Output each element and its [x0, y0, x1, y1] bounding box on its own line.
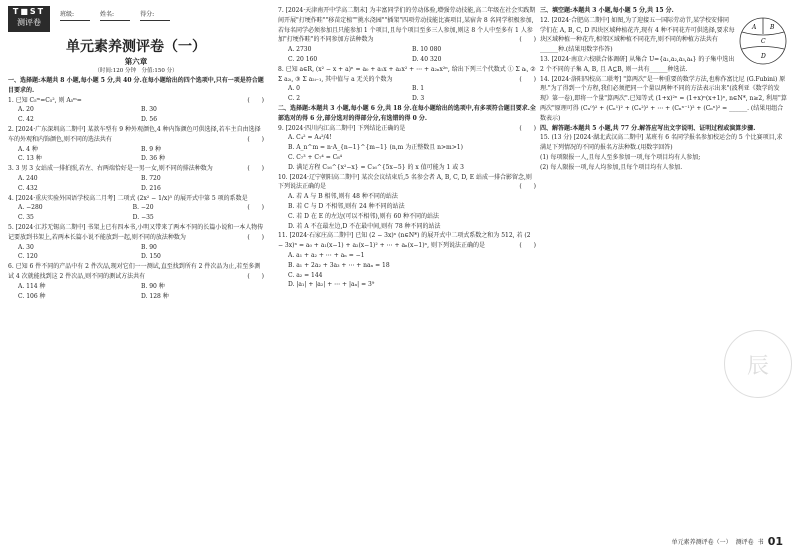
page-footer — [672, 535, 783, 548]
column-middle — [278, 6, 536, 290]
question-5-options: A. 30 B. 90 C. 120 D. 150 — [18, 243, 161, 261]
question-8: 8. 已知 a∈R, (x² − x + a)ⁿ = a₀ + a₁x + a₂x² + ⋯ + a₂ₙx²ⁿ, 给出下列三个代数式 ① Σ aᵢ, ② Σ a₂ᵢ, ③ Σ a₂ᵢ₋₁, 其中值与 a 无关的个数为 ( ) — [278, 65, 536, 83]
question-10-options: A. 若 A 与 B 相邻,则有 48 种不同的站法 B. 若 C 与 D 不相邻,则有 24 种不同的站法 C. 若 D 在 E 的左边(可以不相邻),则有 60 种不同的站法 D. 若 A 不在最左边,D 不在最中间,则有 78 种不同的站法 — [288, 193, 441, 230]
section-4-instructions: 四、解答题:本题共 5 小题,共 77 分.解答应写出文字说明、证明过程或演算步骤. — [540, 124, 756, 132]
student-fields — [60, 10, 170, 21]
section-1-instructions: 一、选择题:本题共 8 小题,每小题 5 分,共 40 分.在每小题给出的四个选项中,只有一项是符合题目要求的. — [8, 77, 264, 94]
question-12: A B C D 12. [2024·合肥高二期中] 如图,为了迎接五一国际劳动节,某学校安排同学们在 A, B, C, D 四块区域种植花卉,现有 4 种不同花卉可供选择,要求每块区域种植一种花卉,相邻区域种植不同花卉,则不同的种植方法共有______种.(结果用数字作答) — [540, 16, 788, 55]
header-bar — [8, 6, 264, 36]
page-number: 01 — [767, 535, 783, 548]
question-8-options: A. 0 B. 1 C. 2 D. 3 — [288, 85, 425, 103]
question-13: 13. [2024·南京六校联合体调研] 从集合 U={a₁,a₂,a₃,a₄} 的子集中选出 2 个不同的子集 A, B, 且 A⊆B, 则一共有______种选法. — [540, 55, 735, 73]
question-6-options: A. 114 种 B. 90 种 C. 106 种 D. 128 种 — [18, 282, 169, 300]
test-logo — [8, 6, 50, 32]
question-15: 15. (13 分) [2024·湖北武汉高二期中] 某班有 6 名同学报名参加校运会的 5 个比赛项目,求满足下列情况的不同的报名方法种数.(用数字回答) — [540, 134, 783, 152]
region-c-label: C — [761, 37, 766, 45]
logo-bottom: 测评卷 — [17, 18, 41, 27]
question-9-options: A. C₄² = A₄²/4! B. A_n^m = n·A_{n−1}^{m−1} (n,m 为正整数且 n>m>1) C. C₇³ + C₇⁴ = C₈⁴ D. 满足方程 C₁₆^{x²−x} = C₁₆^{5x−5} 的 x 值可能为 1 或 3 — [288, 134, 464, 171]
question-11-options: A. a₁ + a₂ + ⋯ + aₙ = −1 B. a₁ + 2a₂ + 3a₃ + ⋯ + naₙ = 18 C. a₂ = 144 D. |a₁| + |a₂| + ⋯ + |aₙ| = 3⁹ — [288, 251, 390, 289]
page-title: 单元素养测评卷（一） — [66, 39, 206, 55]
question-3-options: A. 240 B. 720 C. 432 D. 216 — [18, 174, 161, 192]
footer-label: 单元素养测评卷（一） — [671, 539, 732, 546]
question-2: 2. [2024·广东深圳高二期中] 某款车型有 9 种外观颜色,4 种内饰颜色可供选择,若车主自由选择车的外观和内饰颜色,则不同的选法共有 ( ) — [8, 125, 264, 143]
question-9: 9. [2024·四川内江高二期中] 下列结论正确的是 ( ) — [278, 124, 536, 132]
question-5: 5. [2024·江苏无锡高二期中] 书架上已有四本书,小明又带来了两本不同的长篇小说和一本人物传记要放到书架上,若两本长篇小说不能放到一起,则不同的放法种数为 ( ) — [8, 223, 264, 241]
question-1-options: A. 20 B. 30 C. 42 D. 56 — [18, 106, 158, 124]
chapter-label: 第六章 — [124, 57, 148, 66]
region-diagram — [738, 16, 788, 66]
question-4-options: A. −280 B. −20 C. 35 D. −35 — [18, 204, 154, 222]
region-b-label: B — [770, 23, 775, 31]
time-score-info: （时间:120 分钟 分值:150 分） — [94, 68, 178, 74]
question-11: 11. [2024·石家庄高二期中] 已知 (2 − 3x)ⁿ (n∈N*) 的展开式中二项式系数之和为 512, 若 (2 − 3x)ⁿ = a₀ + a₁(x−1) + a₂(x−1)² + ⋯ + aₙ(x−1)ⁿ, 则下列说法正确的是 ( ) — [278, 232, 536, 250]
region-d-label: D — [761, 52, 766, 60]
question-1: 1. 已知 C₅ᵐ=C₅², 则 A₅ᵐ= ( ) — [8, 96, 264, 104]
name-field[interactable]: 姓名: — [100, 10, 130, 21]
logo-top: T■ST — [12, 7, 46, 16]
question-10: 10. [2024·辽宁朝阳高二期中] 某次会议结束后,5 名参会者 A, B, C, D, E 站成一排合影留念,则下列说法正确的是 ( ) — [278, 173, 536, 191]
column-right — [540, 6, 788, 173]
section-3-instructions: 三、填空题:本题共 3 小题,每小题 5 分,共 15 分. — [540, 7, 674, 14]
question-7-options: A. 2730 B. 10 080 C. 20 160 D. 40 320 — [288, 46, 442, 63]
column-left — [8, 6, 264, 301]
question-15-part-1: (1) 每项限报一人,且每人至多参加一项,每个项目均有人参加; — [540, 153, 701, 161]
watermark-seal: 辰 — [724, 330, 792, 398]
question-4: 4. [2024·重庆实验外国语学校高二月考] 二项式 (2x² − 1/x)⁵ 的展开式中第 5 项的系数是 ( ) — [8, 194, 264, 212]
question-6: 6. 已知 6 件不同的产品中有 2 件次品,现对它们一一测试,直至找到所有 2 件次品为止,若至多测试 4 次就能找到这 2 件次品,则不同的测试方法共有 ( ) — [8, 263, 264, 280]
footer-type: 测评卷 — [735, 539, 754, 546]
question-14: 14. [2024·洛阳四校高二联考] "算两次"是一种重要的数学方法,也称作富比尼 (G.Fubini) 原理."为了得到一个方程,我们必须把同一个量以两种不同的方法表示出来"(波利亚《数学的发现》第一卷),即将一个量"算两次".已知等式 (1+x)²ⁿ = (1+x)ⁿ(x+1)ⁿ, n∈N*, n≥2, 利用"算两次"原理可得 (Cₙ⁰)² + (Cₙ¹)² + (Cₙ²)² + ⋯ + (Cₙⁿ⁻¹)² + (Cₙⁿ)² = ______. (结果用组合数表示) — [540, 75, 787, 122]
question-7: 7. [2024·天津南开中学高二期末] 为丰富同学们的劳动体验,增强劳动技能,高二年级在社会实践期间开展"打埂作畦""移苗定植""挑水浇园""插架"四项劳动技能比赛项目,某宿舍 8 名同学积极参加,若每名同学必须参加且只能参加 1 个项目,且每个项目至多三人参加,则这 8 个人中至多有 1 人参加"打埂作畦"的不同参加方法种数为 ( ) — [278, 7, 536, 44]
class-field[interactable]: 班级: — [60, 10, 90, 21]
section-2-instructions: 二、选择题:本题共 3 小题,每小题 6 分,共 18 分.在每小题给出的选项中,有多项符合题目要求.全部选对的得 6 分,部分选对的得部分分,有选错的得 0 分. — [278, 104, 536, 122]
question-3: 3. 3 男 3 女站成一排拍照,若左、右两端恰好是一男一女,则不同的排法种数为 ( ) — [8, 165, 264, 173]
footer-subject: 书 — [757, 539, 764, 546]
region-a-label: A — [752, 23, 757, 31]
score-field[interactable]: 得分: — [140, 10, 170, 21]
question-15-part-2: (2) 每人限报一项,每人均参加,且每个项目均有人参加. — [540, 163, 683, 171]
question-2-options: A. 4 种 B. 9 种 C. 13 种 D. 36 种 — [18, 145, 165, 163]
